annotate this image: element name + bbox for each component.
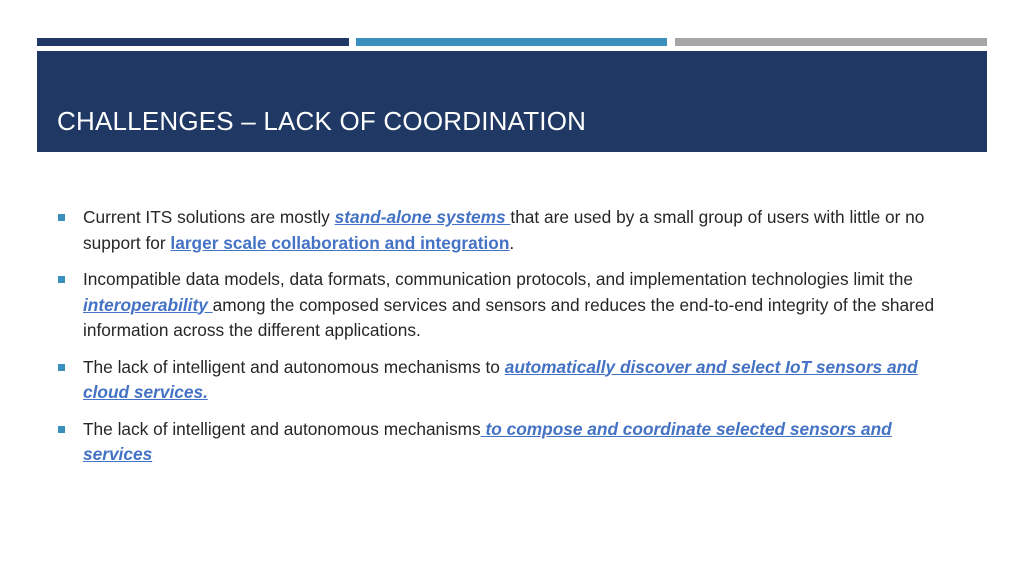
title-band bbox=[37, 51, 987, 152]
bullet-item-interoperability bbox=[58, 267, 958, 344]
bullet-item-discover-select bbox=[58, 355, 958, 406]
bullet-text: Current ITS solutions are mostly bbox=[83, 207, 335, 227]
slide-title: CHALLENGES – LACK OF COORDINATION bbox=[57, 106, 587, 136]
square-bullet-icon bbox=[58, 276, 65, 283]
link-stand-alone-systems[interactable]: stand-alone systems bbox=[334, 207, 511, 227]
link-discover-select-iot[interactable]: automatically discover and select IoT sensors and cloud services. bbox=[83, 356, 918, 402]
link-compose-coordinate[interactable]: to compose and coordinate selected sensors and services bbox=[83, 418, 892, 464]
accent-bar-blue bbox=[356, 38, 667, 46]
link-interoperability[interactable]: interoperability bbox=[83, 294, 213, 315]
bullet-text: Incompatible data models, data formats, communication protocols, and implementation technologies limit the bbox=[83, 269, 913, 289]
bullet-text: . bbox=[509, 232, 515, 253]
bullet-text: The lack of intelligent and autonomous mechanisms bbox=[83, 418, 481, 439]
accent-bar-gray bbox=[675, 38, 987, 46]
square-bullet-icon bbox=[58, 364, 65, 371]
link-larger-scale-collaboration[interactable]: larger scale collaboration and integration bbox=[170, 232, 510, 253]
square-bullet-icon bbox=[58, 426, 65, 433]
bullet-text: that are used by a small group of users with little or no support for bbox=[83, 207, 925, 253]
bullet-text: The lack of intelligent and autonomous mechanisms to bbox=[83, 356, 505, 377]
bullet-list bbox=[58, 205, 958, 479]
bullet-text: among the composed services and sensors and reduces the end-to-end integrity of the shared information across the different applications. bbox=[83, 294, 935, 340]
bullet-item-standalone-systems bbox=[58, 205, 958, 256]
accent-bar-navy bbox=[37, 38, 349, 46]
bullet-item-compose-coordinate bbox=[58, 417, 958, 468]
square-bullet-icon bbox=[58, 214, 65, 221]
